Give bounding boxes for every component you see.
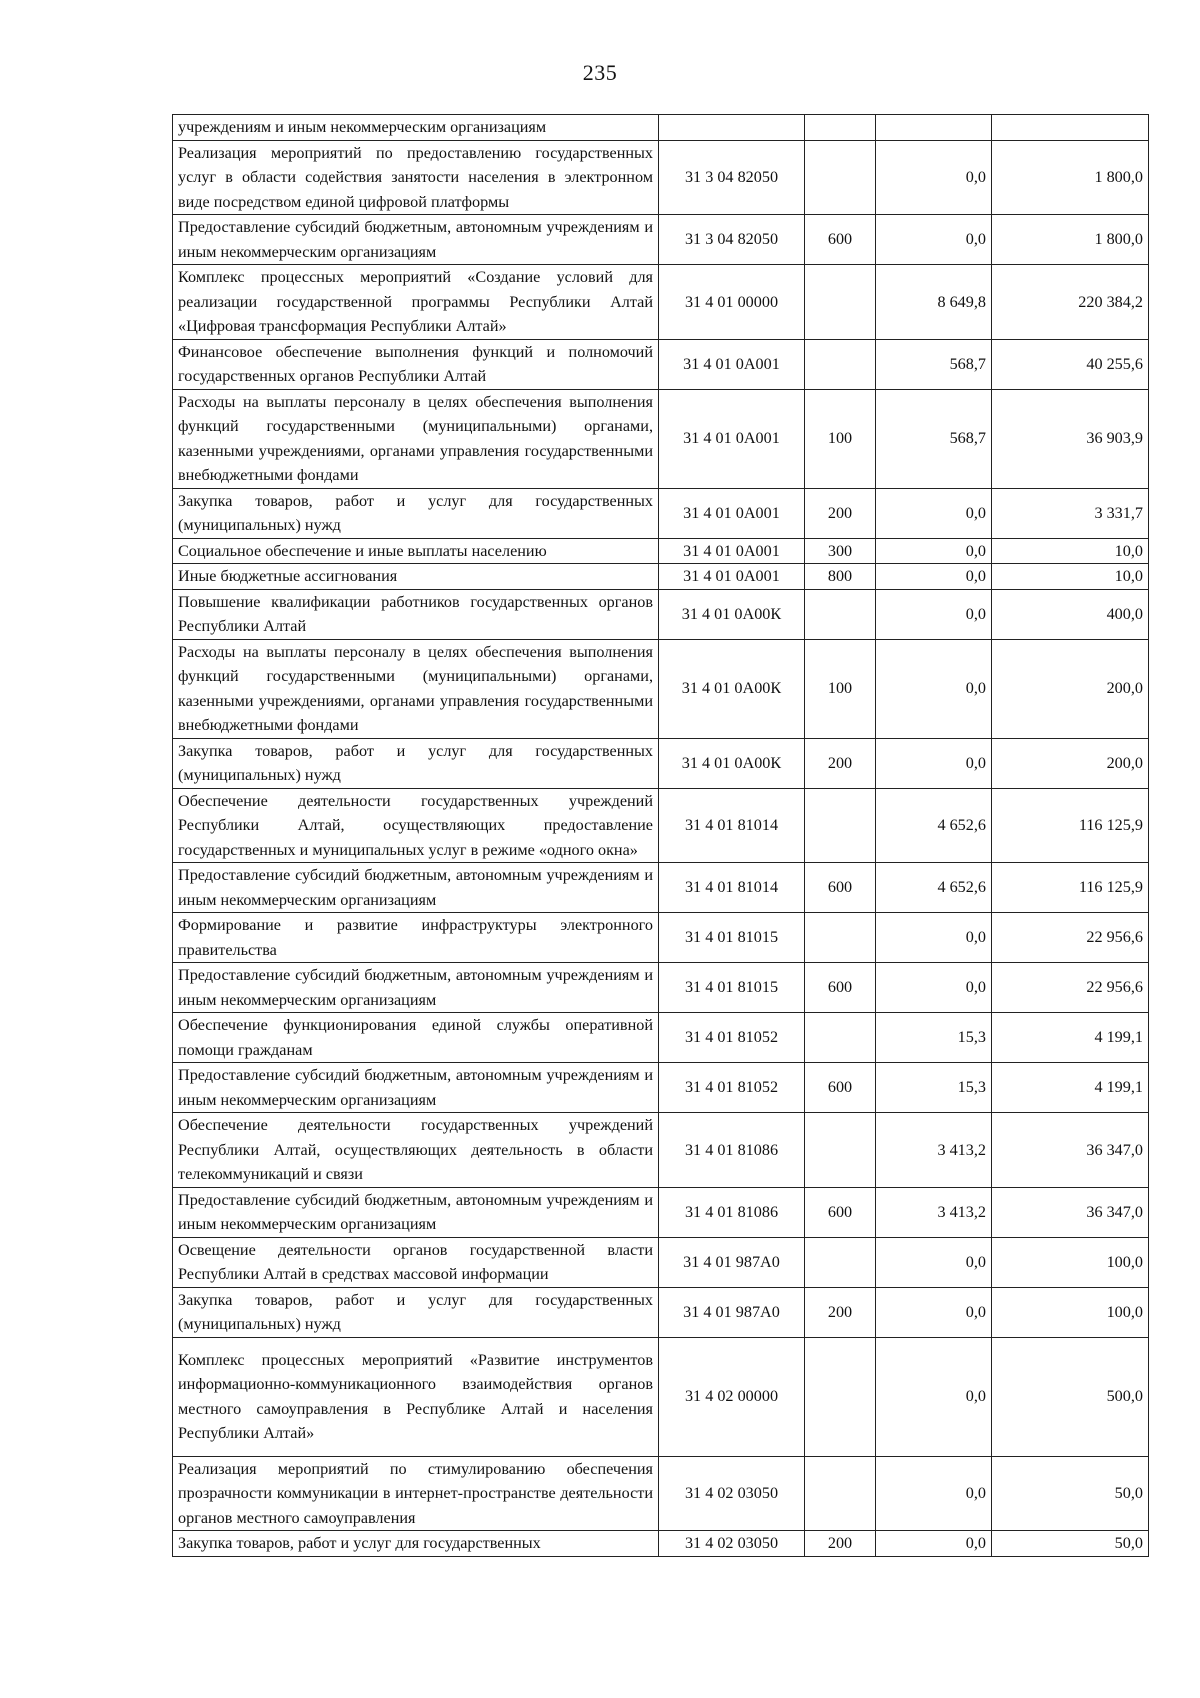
row-target-code-cell: 31 4 02 03050	[659, 1456, 805, 1531]
table-row	[173, 215, 1149, 265]
row-amount-2-cell: 40 255,6	[992, 339, 1149, 389]
table-row	[173, 115, 1149, 141]
row-expense-type-cell	[805, 1237, 876, 1287]
row-amount-2-cell: 10,0	[992, 538, 1149, 564]
row-amount-2-cell: 36 347,0	[992, 1187, 1149, 1237]
table-row	[173, 564, 1149, 590]
table-row	[173, 788, 1149, 863]
table-row	[173, 738, 1149, 788]
row-amount-1-cell: 0,0	[876, 538, 992, 564]
row-amount-2-cell: 50,0	[992, 1531, 1149, 1557]
budget-table-body	[173, 115, 1149, 1557]
row-amount-1-cell: 4 652,6	[876, 788, 992, 863]
row-amount-1-cell: 0,0	[876, 488, 992, 538]
row-description-cell: Формирование и развитие инфраструктуры электронного правительства	[173, 913, 659, 963]
row-description-cell: Финансовое обеспечение выполнения функций и полномочий государственных органов Республики Алтай	[173, 339, 659, 389]
row-description-cell: Предоставление субсидий бюджетным, автономным учреждениям и иным некоммерческим организациям	[173, 863, 659, 913]
table-row	[173, 1337, 1149, 1456]
table-row	[173, 1113, 1149, 1188]
row-target-code-cell: 31 4 01 81015	[659, 913, 805, 963]
row-amount-1-cell: 4 652,6	[876, 863, 992, 913]
table-row	[173, 389, 1149, 488]
row-amount-1-cell: 0,0	[876, 1456, 992, 1531]
row-target-code-cell: 31 4 01 81086	[659, 1113, 805, 1188]
row-target-code-cell: 31 4 02 00000	[659, 1337, 805, 1456]
row-amount-1-cell: 15,3	[876, 1013, 992, 1063]
row-description-cell: Повышение квалификации работников государственных органов Республики Алтай	[173, 589, 659, 639]
row-target-code-cell: 31 4 01 0А001	[659, 488, 805, 538]
row-description-cell: Иные бюджетные ассигнования	[173, 564, 659, 590]
row-target-code-cell: 31 4 01 0А00К	[659, 639, 805, 738]
row-amount-1-cell: 3 413,2	[876, 1113, 992, 1188]
row-amount-1-cell: 0,0	[876, 913, 992, 963]
row-expense-type-cell: 600	[805, 215, 876, 265]
row-description-cell: Реализация мероприятий по предоставлению государственных услуг в области содействия занятости населения в электронном виде посредством единой цифровой платформы	[173, 140, 659, 215]
row-amount-2-cell: 500,0	[992, 1337, 1149, 1456]
row-description-cell: Расходы на выплаты персоналу в целях обеспечения выполнения функций государственными (муниципальными) органами, казенными учреждениями, органами управления государственными внебюджетными фондами	[173, 389, 659, 488]
budget-table	[172, 114, 1149, 1557]
table-row	[173, 1456, 1149, 1531]
table-row	[173, 1237, 1149, 1287]
row-amount-1-cell: 15,3	[876, 1063, 992, 1113]
row-target-code-cell: 31 4 01 0А001	[659, 538, 805, 564]
row-description-cell: Закупка товаров, работ и услуг для государственных	[173, 1531, 659, 1557]
row-description-cell: Закупка товаров, работ и услуг для государственных (муниципальных) нужд	[173, 738, 659, 788]
row-amount-2-cell: 36 347,0	[992, 1113, 1149, 1188]
row-expense-type-cell	[805, 265, 876, 340]
row-description-cell: Закупка товаров, работ и услуг для государственных (муниципальных) нужд	[173, 1287, 659, 1337]
row-amount-2-cell: 3 331,7	[992, 488, 1149, 538]
row-amount-1-cell: 0,0	[876, 564, 992, 590]
row-target-code-cell: 31 4 01 0А00К	[659, 738, 805, 788]
row-target-code-cell: 31 4 01 81014	[659, 788, 805, 863]
row-description-cell: Обеспечение деятельности государственных учреждений Республики Алтай, осуществляющих деятельность в области телекоммуникаций и связи	[173, 1113, 659, 1188]
row-target-code-cell: 31 4 02 03050	[659, 1531, 805, 1557]
row-expense-type-cell: 200	[805, 738, 876, 788]
table-row	[173, 140, 1149, 215]
row-expense-type-cell: 800	[805, 564, 876, 590]
row-description-cell: Предоставление субсидий бюджетным, автономным учреждениям и иным некоммерческим организациям	[173, 1063, 659, 1113]
table-row	[173, 639, 1149, 738]
row-description-cell: Закупка товаров, работ и услуг для государственных (муниципальных) нужд	[173, 488, 659, 538]
row-expense-type-cell: 200	[805, 1531, 876, 1557]
row-description-cell: Обеспечение функционирования единой службы оперативной помощи гражданам	[173, 1013, 659, 1063]
row-description-cell: Реализация мероприятий по стимулированию обеспечения прозрачности коммуникации в интернет-пространстве деятельности органов местного самоуправления	[173, 1456, 659, 1531]
row-amount-1-cell: 0,0	[876, 738, 992, 788]
row-expense-type-cell: 100	[805, 639, 876, 738]
row-target-code-cell: 31 4 01 0А00К	[659, 589, 805, 639]
row-amount-2-cell: 400,0	[992, 589, 1149, 639]
row-description-cell: Предоставление субсидий бюджетным, автономным учреждениям и иным некоммерческим организациям	[173, 1187, 659, 1237]
row-expense-type-cell	[805, 1337, 876, 1456]
row-amount-2-cell: 200,0	[992, 738, 1149, 788]
row-amount-2-cell: 4 199,1	[992, 1013, 1149, 1063]
row-expense-type-cell	[805, 788, 876, 863]
row-amount-1-cell: 0,0	[876, 589, 992, 639]
row-amount-1-cell: 0,0	[876, 1531, 992, 1557]
table-row	[173, 1187, 1149, 1237]
row-expense-type-cell: 200	[805, 1287, 876, 1337]
row-amount-2-cell: 220 384,2	[992, 265, 1149, 340]
row-amount-2-cell: 116 125,9	[992, 863, 1149, 913]
row-target-code-cell: 31 4 01 81086	[659, 1187, 805, 1237]
row-amount-1-cell: 568,7	[876, 339, 992, 389]
row-amount-2-cell: 200,0	[992, 639, 1149, 738]
row-target-code-cell: 31 4 01 0А001	[659, 564, 805, 590]
row-expense-type-cell: 600	[805, 863, 876, 913]
row-amount-1-cell: 0,0	[876, 639, 992, 738]
row-expense-type-cell	[805, 115, 876, 141]
row-target-code-cell: 31 4 01 00000	[659, 265, 805, 340]
row-amount-1-cell: 8 649,8	[876, 265, 992, 340]
row-description-cell: Предоставление субсидий бюджетным, автономным учреждениям и иным некоммерческим организациям	[173, 963, 659, 1013]
row-target-code-cell: 31 4 01 987А0	[659, 1287, 805, 1337]
row-amount-2-cell: 22 956,6	[992, 913, 1149, 963]
row-description-cell: Обеспечение деятельности государственных учреждений Республики Алтай, осуществляющих предоставление государственных и муниципальных услуг в режиме «одного окна»	[173, 788, 659, 863]
row-target-code-cell: 31 4 01 987А0	[659, 1237, 805, 1287]
table-row	[173, 1013, 1149, 1063]
row-description-cell: Предоставление субсидий бюджетным, автономным учреждениям и иным некоммерческим организациям	[173, 215, 659, 265]
row-target-code-cell	[659, 115, 805, 141]
table-row	[173, 589, 1149, 639]
row-expense-type-cell	[805, 140, 876, 215]
row-amount-1-cell: 3 413,2	[876, 1187, 992, 1237]
table-row	[173, 538, 1149, 564]
row-description-cell: учреждениям и иным некоммерческим организациям	[173, 115, 659, 141]
row-amount-1-cell: 0,0	[876, 963, 992, 1013]
table-row	[173, 1287, 1149, 1337]
row-expense-type-cell	[805, 1113, 876, 1188]
row-target-code-cell: 31 3 04 82050	[659, 140, 805, 215]
row-expense-type-cell: 600	[805, 1187, 876, 1237]
row-description-cell: Социальное обеспечение и иные выплаты населению	[173, 538, 659, 564]
row-target-code-cell: 31 4 01 81052	[659, 1063, 805, 1113]
row-target-code-cell: 31 4 01 0А001	[659, 389, 805, 488]
row-amount-2-cell: 116 125,9	[992, 788, 1149, 863]
row-amount-2-cell: 1 800,0	[992, 140, 1149, 215]
row-expense-type-cell: 200	[805, 488, 876, 538]
row-description-cell: Комплекс процессных мероприятий «Развитие инструментов информационно-коммуникационного взаимодействия органов местного самоуправления в Республике Алтай и населения Республики Алтай»	[173, 1337, 659, 1456]
row-description-cell: Комплекс процессных мероприятий «Создание условий для реализации государственной программы Республики Алтай «Цифровая трансформация Республики Алтай»	[173, 265, 659, 340]
row-expense-type-cell: 300	[805, 538, 876, 564]
row-expense-type-cell	[805, 1013, 876, 1063]
row-expense-type-cell: 100	[805, 389, 876, 488]
row-amount-2-cell: 50,0	[992, 1456, 1149, 1531]
row-amount-2-cell: 36 903,9	[992, 389, 1149, 488]
table-row	[173, 488, 1149, 538]
table-row	[173, 1063, 1149, 1113]
row-expense-type-cell	[805, 589, 876, 639]
row-target-code-cell: 31 4 01 0А001	[659, 339, 805, 389]
table-row	[173, 863, 1149, 913]
row-amount-2-cell: 100,0	[992, 1287, 1149, 1337]
row-amount-1-cell	[876, 115, 992, 141]
row-expense-type-cell: 600	[805, 1063, 876, 1113]
row-amount-2-cell: 1 800,0	[992, 215, 1149, 265]
row-amount-1-cell: 0,0	[876, 1237, 992, 1287]
row-amount-2-cell: 10,0	[992, 564, 1149, 590]
row-amount-1-cell: 0,0	[876, 140, 992, 215]
row-amount-2-cell: 4 199,1	[992, 1063, 1149, 1113]
row-amount-1-cell: 568,7	[876, 389, 992, 488]
table-row	[173, 1531, 1149, 1557]
table-row	[173, 963, 1149, 1013]
row-target-code-cell: 31 3 04 82050	[659, 215, 805, 265]
row-expense-type-cell	[805, 913, 876, 963]
row-expense-type-cell	[805, 1456, 876, 1531]
row-amount-1-cell: 0,0	[876, 1337, 992, 1456]
row-target-code-cell: 31 4 01 81014	[659, 863, 805, 913]
row-target-code-cell: 31 4 01 81052	[659, 1013, 805, 1063]
row-description-cell: Освещение деятельности органов государственной власти Республики Алтай в средствах массовой информации	[173, 1237, 659, 1287]
row-expense-type-cell	[805, 339, 876, 389]
page-number: 235	[582, 60, 618, 85]
row-target-code-cell: 31 4 01 81015	[659, 963, 805, 1013]
table-row	[173, 265, 1149, 340]
row-amount-2-cell: 100,0	[992, 1237, 1149, 1287]
table-row	[173, 339, 1149, 389]
row-description-cell: Расходы на выплаты персоналу в целях обеспечения выполнения функций государственными (муниципальными) органами, казенными учреждениями, органами управления государственными внебюджетными фондами	[173, 639, 659, 738]
row-amount-1-cell: 0,0	[876, 215, 992, 265]
row-expense-type-cell: 600	[805, 963, 876, 1013]
row-amount-2-cell	[992, 115, 1149, 141]
table-row	[173, 913, 1149, 963]
row-amount-2-cell: 22 956,6	[992, 963, 1149, 1013]
row-amount-1-cell: 0,0	[876, 1287, 992, 1337]
